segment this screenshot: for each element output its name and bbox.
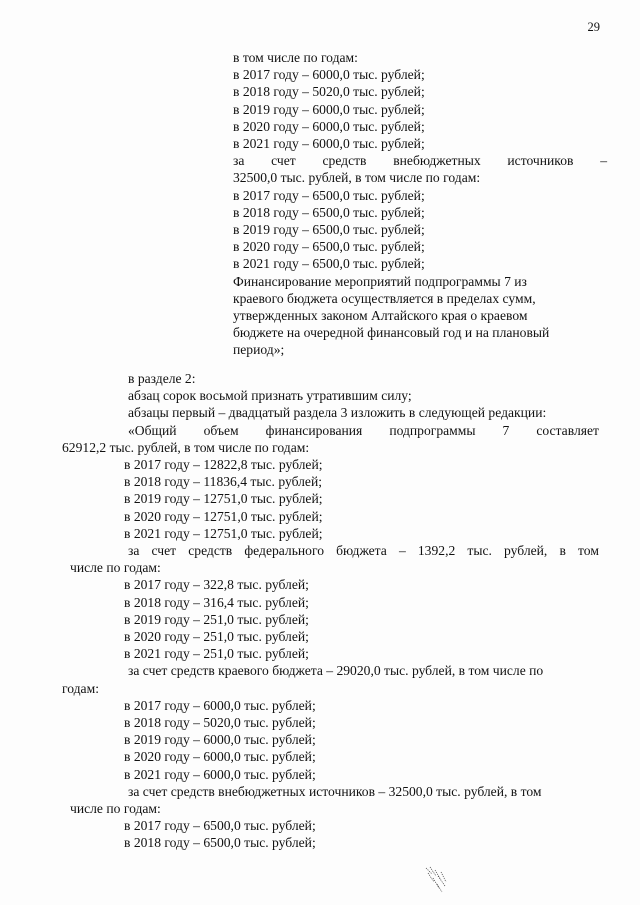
text-line: краевого бюджета осуществляется в пределах сумм, [233, 290, 536, 306]
text-line: 62912,2 тыс. рублей, в том числе по годам: [62, 439, 310, 455]
text-line: в 2019 году – 6500,0 тыс. рублей; [233, 222, 425, 238]
year-line: в 2019 году – 6000,0 тыс. рублей; [124, 732, 316, 748]
text-line: утвержденных законом Алтайского края о краевом [233, 308, 528, 324]
text-line: в 2018 году – 5020,0 тыс. рублей; [233, 84, 425, 100]
word: за [233, 153, 245, 169]
word: «Общий [128, 422, 177, 438]
year-line: в 2020 году – 6000,0 тыс. рублей; [124, 749, 316, 765]
word: – [398, 543, 406, 559]
text-line: в 2017 году – 6000,0 тыс. рублей; [233, 67, 425, 83]
year-line: в 2021 году – 6000,0 тыс. рублей; [124, 766, 316, 782]
word: источников [507, 153, 574, 169]
word: рублей, [504, 543, 548, 559]
text-line: в том числе по годам: [233, 50, 358, 65]
year-line: в 2018 году – 316,4 тыс. рублей; [124, 594, 309, 610]
year-line: в 2019 году – 12751,0 тыс. рублей; [124, 491, 323, 507]
word: средств [322, 153, 367, 169]
word: подпрограммы [389, 422, 476, 438]
word: том [578, 543, 599, 559]
main-text-block [62, 370, 599, 852]
word: составляет [536, 422, 599, 438]
word: счет [271, 153, 296, 169]
page-number: 29 [587, 20, 600, 34]
text-line: годам: [62, 680, 99, 696]
paragraph-edit: абзацы первый – двадцатый раздела 3 изложить в следующей редакции: [128, 405, 547, 421]
top-text-block [233, 49, 607, 359]
word: федерального [244, 543, 325, 559]
section-label: в разделе 2: [128, 371, 196, 386]
text-line: в 2020 году – 6500,0 тыс. рублей; [233, 239, 425, 255]
word: финансирования [265, 422, 363, 438]
word: 1392,2 [417, 543, 456, 559]
year-line: в 2021 году – 12751,0 тыс. рублей; [124, 525, 323, 541]
year-line: в 2018 году – 5020,0 тыс. рублей; [124, 715, 316, 731]
year-line: в 2018 году – 11836,4 тыс. рублей; [124, 474, 323, 490]
text-line: числе по годам: [70, 801, 161, 817]
text-line: бюджете на очередной финансовый год и на плановый [233, 325, 550, 341]
text-line: в 2017 году – 6500,0 тыс. рублей; [233, 187, 425, 203]
text-line: период»; [233, 342, 285, 358]
paragraph-48: абзац сорок восьмой признать утратившим силу; [128, 388, 412, 404]
text-line: Финансирование мероприятий подпрограммы 7 из [233, 273, 527, 289]
year-line: в 2020 году – 251,0 тыс. рублей; [124, 629, 309, 645]
word: счет [151, 543, 177, 559]
word: средств [188, 543, 233, 559]
word: в [559, 543, 566, 559]
word: объем [203, 422, 239, 438]
word: тыс. [467, 543, 492, 559]
general-volume-line [62, 422, 599, 439]
text-line: в 2020 году – 6000,0 тыс. рублей; [233, 118, 425, 134]
text-line: в 2019 году – 6000,0 тыс. рублей; [233, 101, 425, 117]
text-line: в 2018 году – 6500,0 тыс. рублей; [233, 204, 425, 220]
text-line: 32500,0 тыс. рублей, в том числе по годам: [233, 170, 481, 186]
year-line: в 2017 году – 6000,0 тыс. рублей; [124, 697, 316, 713]
year-line: в 2017 году – 6500,0 тыс. рублей; [124, 818, 316, 834]
year-line: в 2017 году – 322,8 тыс. рублей; [124, 577, 309, 593]
year-line: в 2018 году – 6500,0 тыс. рублей; [124, 835, 316, 851]
extra-budget-line: за счет средств внебюджетных источников – 32500,0 тыс. рублей, в том [128, 783, 542, 799]
word: за [128, 543, 140, 559]
year-line: в 2019 году – 251,0 тыс. рублей; [124, 611, 309, 627]
word: 7 [502, 422, 510, 438]
word: внебюджетных [393, 153, 481, 169]
justified-line [233, 152, 607, 169]
initials-mark-icon [423, 864, 449, 894]
regional-line: за счет средств краевого бюджета – 29020,0 тыс. рублей, в том числе по [128, 663, 544, 679]
text-line: в 2021 году – 6000,0 тыс. рублей; [233, 136, 425, 152]
text-line: числе по годам: [70, 560, 161, 576]
word: – [600, 153, 607, 169]
year-line: в 2021 году – 251,0 тыс. рублей; [124, 646, 309, 662]
text-line: в 2021 году – 6500,0 тыс. рублей; [233, 256, 425, 272]
word: бюджета [336, 543, 387, 559]
year-line: в 2020 году – 12751,0 тыс. рублей; [124, 508, 323, 524]
federal-line [62, 542, 599, 559]
year-line: в 2017 году – 12822,8 тыс. рублей; [124, 457, 323, 473]
